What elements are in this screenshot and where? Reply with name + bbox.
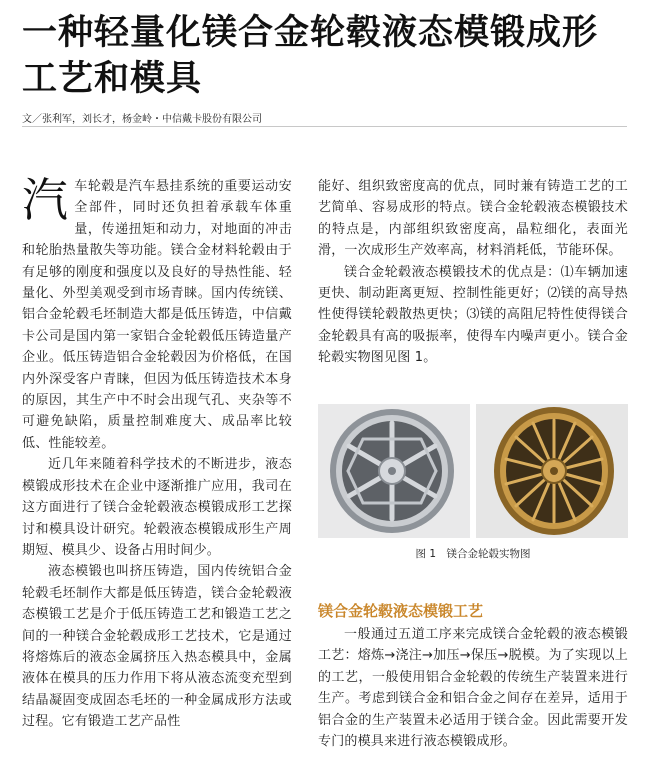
body-paragraph: 近几年来随着科学技术的不断进步，液态模锻成形技术在企业中逐渐推广应用，我司在这方面进行了镁合金轮毂液态模锻成形工艺探讨和模具设计研究。轮毂液态模锻成形生产周期短、模具少、设备占用时间少。 — [22, 457, 292, 558]
body-column-left — [22, 173, 292, 733]
bronze-wheel-photo — [476, 404, 628, 538]
article-title: 一种轻量化镁合金轮毂液态模锻成形工艺和模具 — [22, 13, 599, 99]
figure-caption: 图 1 镁合金轮毂实物图 — [415, 548, 531, 560]
section-heading: 镁合金轮毂液态模锻工艺 — [318, 602, 484, 620]
body-paragraph: 一般通过五道工序来完成镁合金轮毂的液态模锻工艺：熔炼→浇注→加压→保压→脱模。为了实现以上的工艺，一般使用铝合金轮毂的传统生产装置来进行生产。考虑到镁合金和铝合金之间存在差异，适用于铝合金的生产装置未必适用于镁合金。因此需要开发专门的模具来进行液态模锻成形。 — [318, 627, 628, 750]
body-column-right-bottom — [318, 624, 628, 752]
figure-1 — [318, 404, 628, 538]
body-column-right-top — [318, 176, 628, 369]
body-paragraph: 能好、组织致密度高的优点，同时兼有铸造工艺的工艺简单、容易成形的特点。镁合金轮毂液态模锻技术的特点是，内部组织致密度高，晶粒细化，表面光滑，一次成形生产效率高，材料消耗低，节能环保。 — [318, 179, 628, 259]
article-byline: 文／张利军，刘长才，杨金岭・中信戴卡股份有限公司 — [22, 114, 262, 125]
body-paragraph: 液态模锻也叫挤压铸造，国内传统铝合金轮毂毛坯制作大都是低压铸造，镁合金轮毂液态模锻工艺是介于低压铸造工艺和锻造工艺之间的一种镁合金轮毂成形工艺技术，它是通过将熔炼后的液态金属挤压入热态模具中，金属液体在模具的压力作用下将从液态流变充型到结晶凝固变成固态毛坯的一种金属成形方法或过程。它有锻造工艺产品性 — [22, 564, 292, 730]
byline-divider — [22, 126, 627, 127]
body-paragraph: 镁合金轮毂液态模锻技术的优点是：⑴车辆加速更快、制动距离更短、控制性能更好；⑵镁的高导热性使得镁轮毂散热更快；⑶镁的高阻尼特性使得镁合金轮毂具有高的吸振率，使得车内噪声更小。镁合金轮毂实物图见图 1。 — [318, 264, 628, 366]
body-paragraph: 汽车轮毂是汽车悬挂系统的重要运动安全部件，同时还负担着承载车体重量，传递扭矩和动力，对地面的冲击和轮胎热量散失等功能。镁合金材料轮毂由于有足够的刚度和强度以及良好的导热性能、轻量化、外型美观受到市场青睐。国内传统镁、铝合金轮毂毛坯制造大都是低压铸造，中信戴卡公司是国内第一家铝合金轮毂低压铸造量产企业。低压铸造铝合金轮毂因为价格低，在国内外深受客户青睐，但因为低压铸造技术本身的原因，其生产中不时会出现气孔、夹杂等不可避免缺陷，质量控制难度大、成品率比较低、性能较差。 — [22, 173, 292, 451]
drop-cap: 汽 — [22, 173, 69, 227]
silver-wheel-photo — [318, 404, 470, 538]
